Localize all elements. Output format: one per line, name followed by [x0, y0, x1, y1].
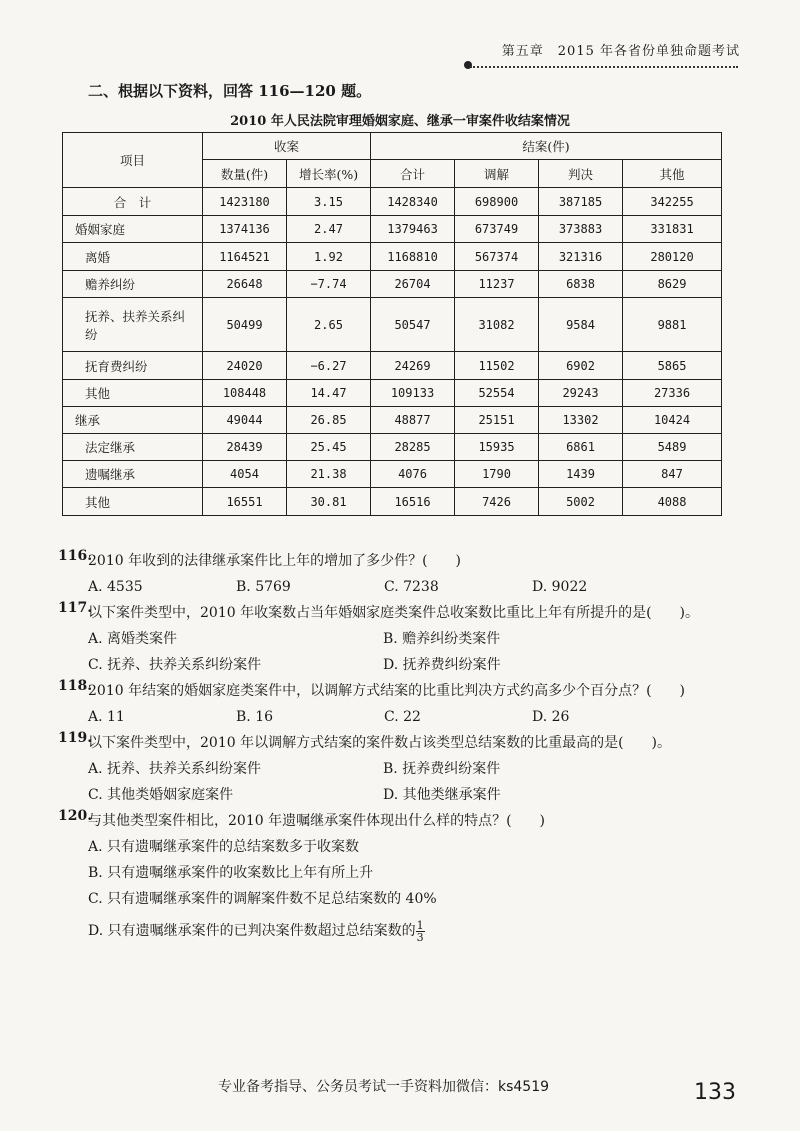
table-cell: 6902 [539, 352, 623, 380]
option-list [88, 626, 738, 678]
table-cell: 31082 [455, 298, 539, 352]
answer-option[interactable] [383, 626, 678, 652]
table-cell: 5489 [623, 434, 722, 461]
answer-option[interactable] [88, 886, 728, 912]
table-cell: 1428340 [371, 188, 455, 216]
answer-option[interactable] [88, 860, 728, 886]
answer-option[interactable] [532, 704, 680, 730]
table-cell: 10424 [623, 407, 722, 434]
option-text: D. 只有遗嘱继承案件的已判决案件数超过总结案数的 [88, 923, 416, 939]
table-cell: 26648 [203, 271, 287, 298]
table-cell: 52554 [455, 380, 539, 407]
answer-option[interactable] [236, 574, 384, 600]
question-number: 116. [58, 548, 93, 564]
table-cell: 4054 [203, 461, 287, 488]
table-cell: 331831 [623, 216, 722, 243]
table-cell: 9881 [623, 298, 722, 352]
table-cell: −6.27 [287, 352, 371, 380]
row-label: 其他 [63, 488, 203, 516]
table-cell: 14.47 [287, 380, 371, 407]
table-cell: 4088 [623, 488, 722, 516]
table-row [63, 352, 722, 380]
table-cell: 108448 [203, 380, 287, 407]
table-cell: 698900 [455, 188, 539, 216]
table-cell: 7426 [455, 488, 539, 516]
header-received: 收案 [203, 133, 371, 160]
answer-option[interactable] [88, 782, 383, 808]
page-number: 133 [694, 1080, 736, 1105]
fraction-numerator: 1 [416, 918, 424, 932]
option-text: D. 抚养费纠纷案件 [383, 657, 501, 673]
table-row [63, 461, 722, 488]
answer-option[interactable] [88, 704, 236, 730]
table-cell: −7.74 [287, 271, 371, 298]
option-text: C. 抚养、扶养关系纠纷案件 [88, 657, 262, 673]
option-text: D. 其他类继承案件 [383, 787, 501, 803]
question-number: 118. [58, 678, 93, 694]
chapter-header: 第五章 2015 年各省份单独命题考试 [501, 44, 740, 59]
table-cell: 6861 [539, 434, 623, 461]
table-cell: 30.81 [287, 488, 371, 516]
fraction-denominator: 3 [416, 930, 424, 944]
header-growth: 增长率(%) [287, 160, 371, 188]
row-label: 抚育费纠纷 [63, 352, 203, 380]
header-mediation: 调解 [455, 160, 539, 188]
option-text: C. 其他类婚姻家庭案件 [88, 787, 234, 803]
table-row [63, 216, 722, 243]
table-cell: 48877 [371, 407, 455, 434]
question-text: 2010 年收到的法律继承案件比上年的增加了多少件？( ) [88, 553, 462, 569]
row-label: 法定继承 [63, 434, 203, 461]
table-cell: 24020 [203, 352, 287, 380]
table-title: 2010 年人民法院审理婚姻家庭、继承一审案件收结案情况 [230, 114, 570, 129]
table-cell: 25.45 [287, 434, 371, 461]
table-cell: 28285 [371, 434, 455, 461]
answer-option[interactable] [88, 918, 728, 944]
answer-option[interactable] [383, 756, 678, 782]
header-item: 项目 [63, 133, 203, 188]
table-cell: 26704 [371, 271, 455, 298]
table-row [63, 243, 722, 271]
header-count: 数量(件) [203, 160, 287, 188]
question-text: 以下案件类型中，2010 年以调解方式结案的案件数占该类型总结案数的比重最高的是( )。 [88, 735, 672, 751]
option-text: C. 7238 [384, 579, 439, 595]
answer-option[interactable] [383, 652, 678, 678]
row-label: 其他 [63, 380, 203, 407]
table-cell: 109133 [371, 380, 455, 407]
option-text: B. 5769 [236, 579, 291, 595]
row-label: 离婚 [63, 243, 203, 271]
answer-option[interactable] [88, 756, 383, 782]
table-cell: 1374136 [203, 216, 287, 243]
table-cell: 16551 [203, 488, 287, 516]
option-list [88, 574, 738, 600]
answer-option[interactable] [383, 782, 678, 808]
table-cell: 5865 [623, 352, 722, 380]
question-118 [58, 678, 738, 730]
table-cell: 1164521 [203, 243, 287, 271]
option-text: C. 22 [384, 709, 421, 725]
table-cell: 16516 [371, 488, 455, 516]
row-label: 婚姻家庭 [63, 216, 203, 243]
table-cell: 50547 [371, 298, 455, 352]
row-label: 抚养、扶养关系纠纷 [63, 298, 203, 352]
table-cell: 1423180 [203, 188, 287, 216]
question-120 [58, 808, 738, 944]
table-cell: 1379463 [371, 216, 455, 243]
option-text: B. 16 [236, 709, 274, 725]
table-cell: 1790 [455, 461, 539, 488]
option-text: A. 离婚类案件 [88, 631, 178, 647]
answer-option[interactable] [88, 834, 728, 860]
table-cell: 567374 [455, 243, 539, 271]
option-text: B. 抚养费纠纷案件 [383, 761, 501, 777]
answer-option[interactable] [532, 574, 680, 600]
table-cell: 387185 [539, 188, 623, 216]
option-text: B. 赡养纠纷类案件 [383, 631, 501, 647]
question-text: 以下案件类型中，2010 年收案数占当年婚姻家庭类案件总收案数比重比上年有所提升的是( )。 [88, 605, 700, 621]
option-list [88, 834, 738, 944]
row-label: 赡养纠纷 [63, 271, 203, 298]
table-row [63, 380, 722, 407]
question-number: 117. [58, 600, 93, 616]
option-text: A. 抚养、扶养关系纠纷案件 [88, 761, 262, 777]
table-cell: 50499 [203, 298, 287, 352]
footer-note: 专业备考指导、公务员考试一手资料加微信：ks4519 [218, 1079, 550, 1095]
table-cell: 8629 [623, 271, 722, 298]
table-cell: 25151 [455, 407, 539, 434]
table-cell: 3.15 [287, 188, 371, 216]
fraction [416, 920, 425, 943]
table-cell: 29243 [539, 380, 623, 407]
table-cell: 49044 [203, 407, 287, 434]
question-text: 与其他类型案件相比，2010 年遗嘱继承案件体现出什么样的特点？( ) [88, 813, 546, 829]
table-row [63, 434, 722, 461]
table-cell: 4076 [371, 461, 455, 488]
table-cell: 373883 [539, 216, 623, 243]
question-117 [58, 600, 738, 678]
answer-option[interactable] [88, 652, 383, 678]
option-text: B. 只有遗嘱继承案件的收案数比上年有所上升 [88, 865, 374, 881]
header-closed: 结案(件) [371, 133, 722, 160]
table-cell: 847 [623, 461, 722, 488]
table-cell: 13302 [539, 407, 623, 434]
header-judgment: 判决 [539, 160, 623, 188]
option-text: A. 11 [88, 709, 125, 725]
table-cell: 24269 [371, 352, 455, 380]
header-other: 其他 [623, 160, 722, 188]
option-text: D. 9022 [532, 579, 588, 595]
table-cell: 6838 [539, 271, 623, 298]
table-cell: 27336 [623, 380, 722, 407]
table-cell: 2.65 [287, 298, 371, 352]
option-list [88, 756, 738, 808]
table-cell: 673749 [455, 216, 539, 243]
table-cell: 15935 [455, 434, 539, 461]
header-total: 合计 [371, 160, 455, 188]
row-label: 合 计 [63, 188, 203, 216]
table-cell: 11237 [455, 271, 539, 298]
answer-option[interactable] [384, 704, 532, 730]
option-text: A. 4535 [88, 579, 143, 595]
question-text: 2010 年结案的婚姻家庭类案件中，以调解方式结案的比重比判决方式约高多少个百分点？( ) [88, 683, 686, 699]
option-text: A. 只有遗嘱继承案件的总结案数多于收案数 [88, 839, 360, 855]
table-cell: 9584 [539, 298, 623, 352]
table-cell: 11502 [455, 352, 539, 380]
table-row [63, 271, 722, 298]
table-cell: 342255 [623, 188, 722, 216]
row-label: 遗嘱继承 [63, 461, 203, 488]
option-text: C. 只有遗嘱继承案件的调解案件数不足总结案数的 40% [88, 891, 437, 907]
table-cell: 2.47 [287, 216, 371, 243]
table-cell: 1439 [539, 461, 623, 488]
case-statistics-table [62, 132, 722, 516]
table-row [63, 407, 722, 434]
table-cell: 21.38 [287, 461, 371, 488]
row-label: 继承 [63, 407, 203, 434]
section-title: 二、根据以下资料，回答 116—120 题。 [88, 82, 372, 100]
table-cell: 28439 [203, 434, 287, 461]
option-text: D. 26 [532, 709, 570, 725]
table-cell: 280120 [623, 243, 722, 271]
table-row [63, 488, 722, 516]
question-number: 119. [58, 730, 93, 746]
answer-option[interactable] [88, 574, 236, 600]
answer-option[interactable] [236, 704, 384, 730]
table-cell: 5002 [539, 488, 623, 516]
table-cell: 26.85 [287, 407, 371, 434]
question-119 [58, 730, 738, 808]
question-number: 120. [58, 808, 93, 824]
question-list [58, 548, 738, 944]
table-cell: 1.92 [287, 243, 371, 271]
table-cell: 321316 [539, 243, 623, 271]
option-list [88, 704, 738, 730]
table-cell: 1168810 [371, 243, 455, 271]
question-116 [58, 548, 738, 600]
table-row [63, 188, 722, 216]
header-divider [470, 66, 738, 68]
answer-option[interactable] [384, 574, 532, 600]
table-row [63, 298, 722, 352]
answer-option[interactable] [88, 626, 383, 652]
